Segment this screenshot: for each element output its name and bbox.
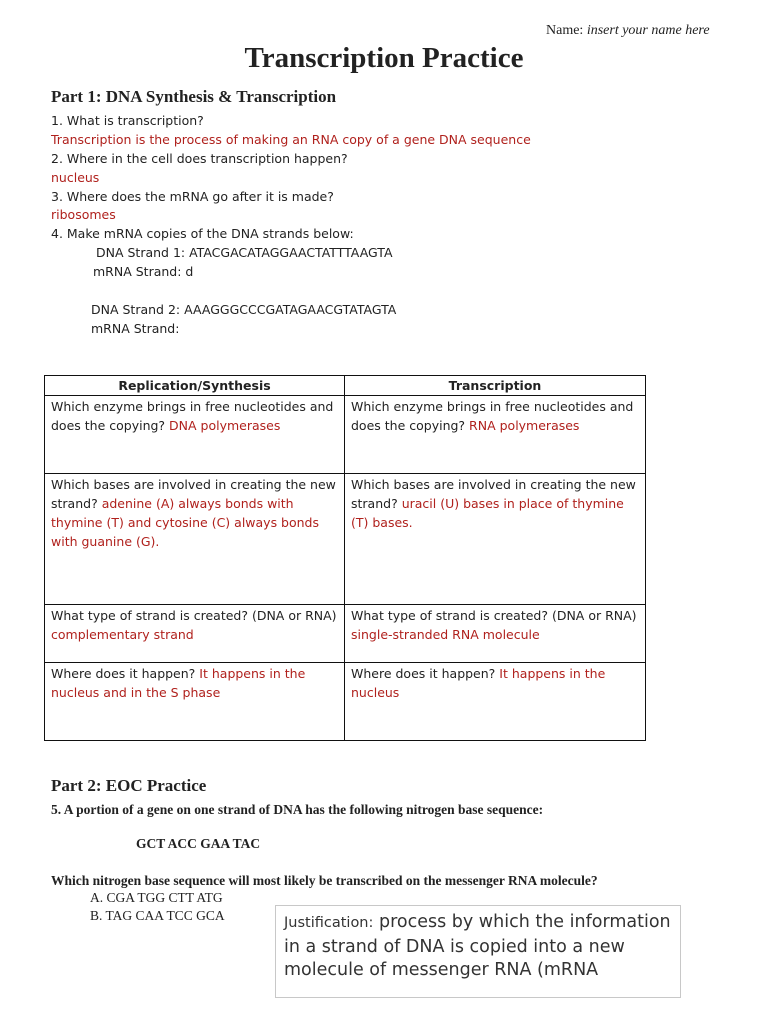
cell-answer[interactable]: uracil (U) bases in place of thymine (T) bases. — [351, 496, 624, 530]
column-header-transcription: Transcription — [345, 376, 646, 396]
question-1: 1. What is transcription? — [51, 113, 204, 128]
mrna-strand-1[interactable]: mRNA Strand: d — [93, 264, 194, 279]
part1-heading: Part 1: DNA Synthesis & Transcription — [51, 87, 337, 106]
cell-question: Which enzyme brings in free nucleotides and does the copying? — [351, 399, 634, 433]
comparison-table — [44, 375, 646, 741]
cell-question: What type of strand is created? (DNA or RNA) — [351, 608, 637, 623]
justification-label: Justification: — [284, 915, 374, 931]
justification-text: process by which the information in a strand of DNA is copied into a new molecule of messenger RNA (mRNA — [284, 912, 671, 980]
part2-heading: Part 2: EOC Practice — [51, 776, 207, 795]
cell-question: Which bases are involved in creating the new strand? — [351, 477, 636, 511]
dna-sequence: GCT ACC GAA TAC — [136, 836, 261, 851]
table-cell — [45, 663, 345, 741]
table-header-row — [45, 376, 646, 396]
cell-question: Where does it happen? — [51, 666, 196, 681]
table-row — [45, 474, 646, 605]
cell-question: Which bases are involved in creating the new strand? — [51, 477, 336, 511]
answer-2[interactable]: nucleus — [51, 170, 100, 185]
cell-answer[interactable]: RNA polymerases — [469, 418, 580, 433]
option-b[interactable]: B. TAG CAA TCC GCA — [90, 908, 225, 923]
name-value[interactable]: insert your name here — [586, 23, 710, 38]
table-cell — [45, 396, 345, 474]
page-title: Transcription Practice — [244, 42, 524, 74]
cell-question: Which enzyme brings in free nucleotides and does the copying? — [51, 399, 334, 433]
answer-1[interactable]: Transcription is the process of making an RNA copy of a gene DNA sequence — [51, 132, 531, 147]
cell-answer[interactable]: single-stranded RNA molecule — [351, 627, 540, 642]
question-5: 5. A portion of a gene on one strand of DNA has the following nitrogen base sequence: — [51, 802, 544, 817]
cell-answer[interactable]: adenine (A) always bonds with thymine (T) and cytosine (C) always bonds with guanine (G). — [51, 496, 320, 549]
cell-answer[interactable]: DNA polymerases — [169, 418, 281, 433]
question-2: 2. Where in the cell does transcription happen? — [51, 151, 348, 166]
mrna-strand-2[interactable]: mRNA Strand: — [91, 321, 180, 336]
table-cell — [345, 663, 646, 741]
table-row — [45, 396, 646, 474]
table-cell — [45, 605, 345, 663]
table-row — [45, 663, 646, 741]
table-row — [45, 605, 646, 663]
cell-answer[interactable]: It happens in the nucleus — [351, 666, 606, 700]
table-cell — [345, 474, 646, 605]
question-3: 3. Where does the mRNA go after it is made? — [51, 189, 334, 204]
table-cell — [345, 605, 646, 663]
dna-strand-1: DNA Strand 1: ATACGACATAGGAACTATTTAAGTA — [96, 245, 393, 260]
cell-question: What type of strand is created? (DNA or RNA) — [51, 608, 337, 623]
table-cell — [345, 396, 646, 474]
question-4: 4. Make mRNA copies of the DNA strands below: — [51, 226, 354, 241]
justification-box[interactable] — [275, 905, 681, 998]
option-a[interactable]: A. CGA TGG CTT ATG — [90, 890, 223, 905]
answer-3[interactable]: ribosomes — [51, 207, 116, 222]
column-header-replication: Replication/Synthesis — [45, 376, 345, 396]
cell-answer[interactable]: complementary strand — [51, 627, 194, 642]
question-5-prompt: Which nitrogen base sequence will most likely be transcribed on the messenger RNA molecule? — [51, 873, 598, 888]
table-cell — [45, 474, 345, 605]
dna-strand-2: DNA Strand 2: AAAGGGCCCGATAGAACGTATAGTA — [91, 302, 397, 317]
name-line — [546, 23, 710, 39]
cell-answer[interactable]: It happens in the nucleus and in the S phase — [51, 666, 306, 700]
name-label: Name: — [546, 23, 584, 38]
cell-question: Where does it happen? — [351, 666, 496, 681]
